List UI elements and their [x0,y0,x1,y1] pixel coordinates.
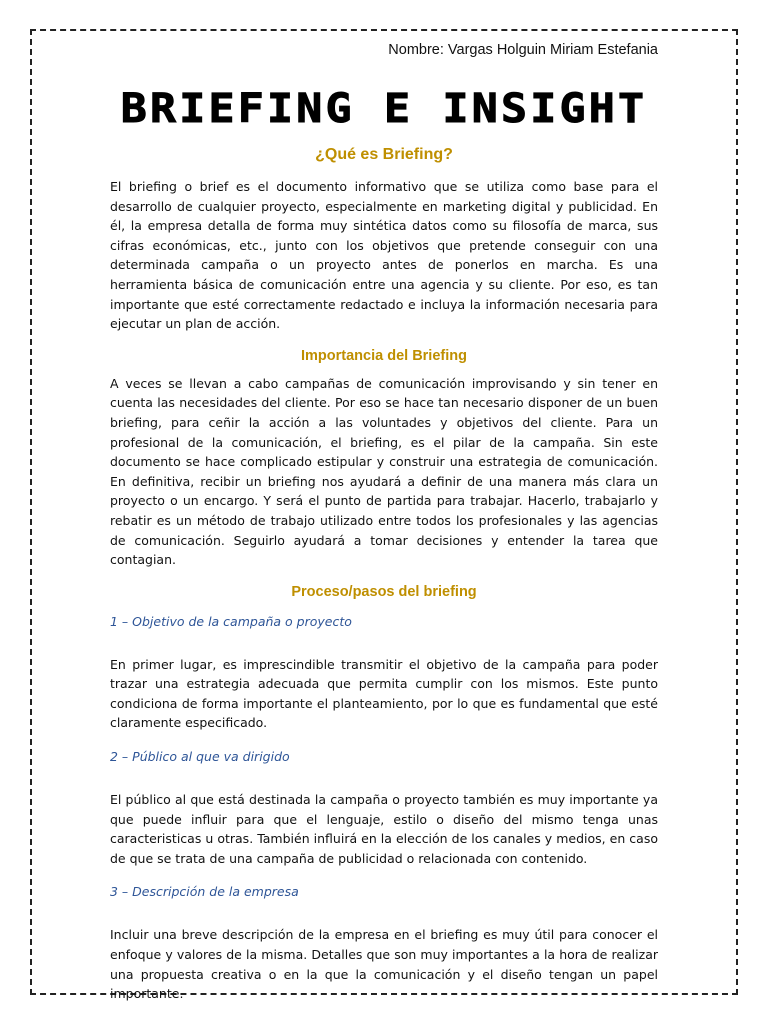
heading-process: Proceso/pasos del briefing [291,583,477,600]
paragraph-importance: A veces se llevan a cabo campañas de comunicación improvisando y sin tener en cuenta las necesidades del cliente. Por eso se hace tan necesario disponer de un buen briefing, para ceñir la acción a las voluntades y objetivos del cliente. Para un profesional de la comunicación, el briefing, es el pilar de la campaña. Sin este documento se hace complicado estipular y construir una estrategia de comunicación. En definitiva, recibir un briefing nos ayudará a definir de una manera más clara un proyecto o un encargo. Y será el punto de partida para trabajar. Hacerlo, trabajarlo y rebatir es un método de trabajo utilizado entre todos los profesionales y las agencias de comunicación. Seguirlo ayudará a tomar decisiones y entender la tarea que contagian. [110,375,658,568]
document-body [110,145,658,1004]
heading-what-is-briefing: ¿Qué es Briefing? [315,146,453,163]
step-text-2: El público al que está destinada la campaña o proyecto también es muy importante ya que puede influir para que el lenguaje, estilo o diseño del mismo tenga unas caracteristicas u otras. También influirá en la elección de los canales y medios, en caso de que se trata de una campaña de publicidad o relacionada con contenido. [110,792,658,866]
step-text-3: Incluir una breve descripción de la empresa en el briefing es muy útil para conocer el enfoque y valores de la misma. Detalles que son muy importantes a la hora de realizar una propuesta creativa o en la que la comunicación y el diseño tengan un papel importante. [110,927,658,1002]
step-text-1: En primer lugar, es imprescindible transmitir el objetivo de la campaña para poder trazar una estrategia adecuada que permita cumplir con los mismos. Este punto condiciona de forma importante el planteamiento, por lo que es fundamental que esté claramente especificado. [110,656,658,731]
page-title: BRIEFING E INSIGHT [120,86,648,132]
step-title-3: 3 – Descripción de la empresa [110,884,299,900]
heading-importance: Importancia del Briefing [301,347,467,364]
step-title-2: 2 – Público al que va dirigido [110,749,290,765]
author-name: Nombre: Vargas Holguin Miriam Estefania [388,42,658,58]
step-title-1: 1 – Objetivo de la campaña o proyecto [110,613,352,629]
paragraph-what-is-briefing: El briefing o brief es el documento informativo que se utiliza como base para el desarrollo de cualquier proyecto, especialmente en marketing digital y publicidad. En él, la empresa detalla de forma muy sintética datos como su filosofía de marca, sus cifras económicas, etc., junto con los objetivos que pretende conseguir con una determinada campaña o un proyecto antes de ponerlos en marcha. Es una herramienta básica de comunicación entre una agencia y su cliente. Por eso, es tan importante que esté correctamente redactado e incluya la información necesaria para ejecutar un plan de acción. [110,179,658,332]
